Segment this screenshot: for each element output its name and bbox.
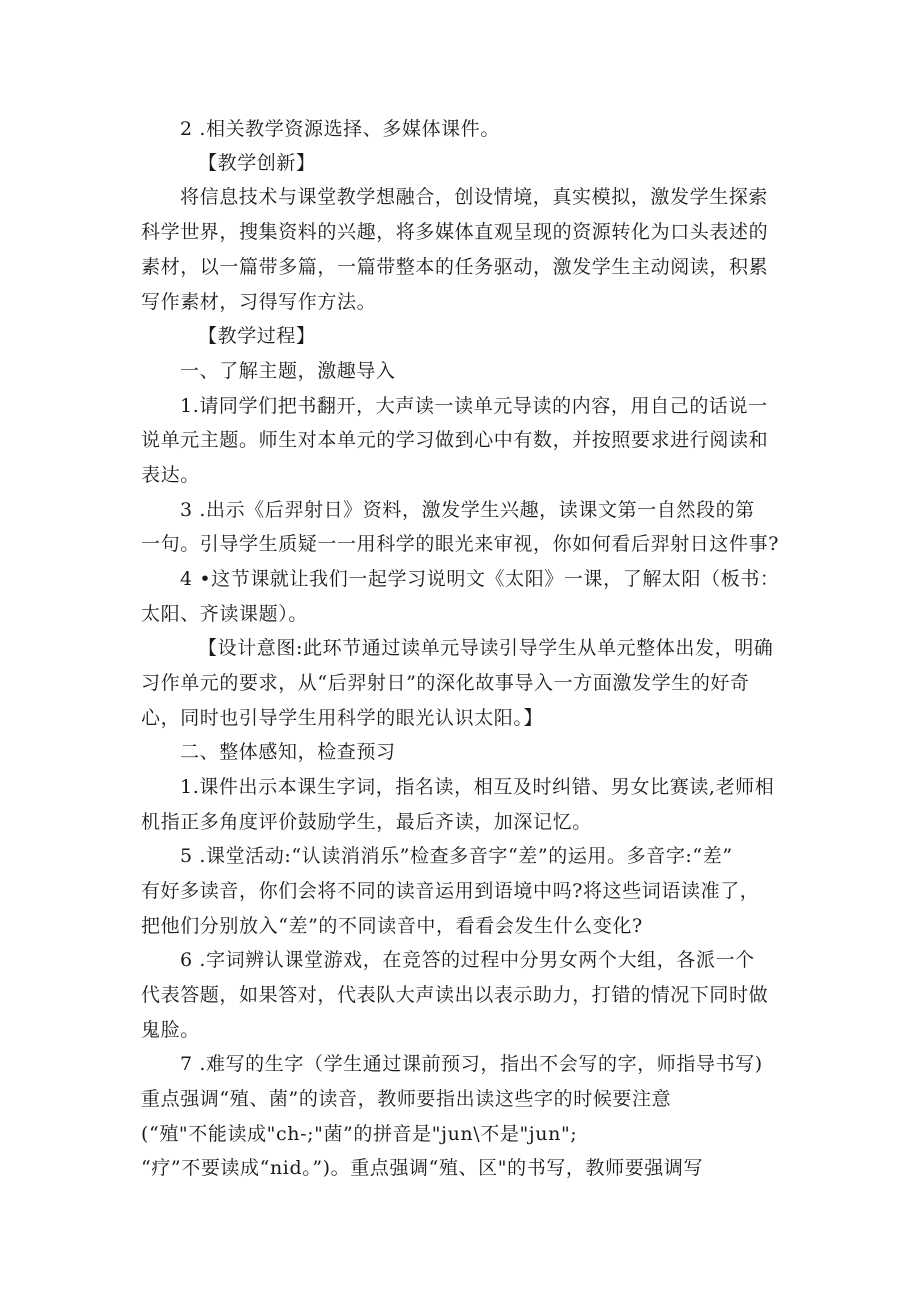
- paragraph-line: 一句。引导学生质疑一一用科学的眼光来审视，你如何看后羿射日这件事?: [141, 533, 779, 555]
- subheading-overview: 二、整体感知，检查预习: [180, 741, 396, 763]
- text-line-resources: 2 .相关教学资源选择、多媒体课件。: [180, 118, 500, 140]
- design-intent-line: 习作单元的要求，从“后羿射日”的深化故事导入一方面激发学生的好奇: [141, 672, 750, 694]
- paragraph-line: 6 .字词辨认课堂游戏，在竞答的过程中分男女两个大组，各派一个: [180, 949, 755, 971]
- paragraph-line: (“殖"不能读成"ch-;"菌”的拼音是"jun\不是"jun";: [141, 1123, 578, 1145]
- paragraph-line: 5 .课堂活动:“认读消消乐”检查多音字“差”的运用。多音字:“差”: [180, 845, 733, 867]
- paragraph-line: 重点强调“殖、菌”的读音，教师要指出读这些字的时候要注意: [141, 1088, 672, 1110]
- paragraph-line: 科学世界，搜集资料的兴趣，将多媒体直观呈现的资源转化为口头表述的: [141, 221, 769, 243]
- paragraph-line: 1.课件出示本课生字词，指名读，相互及时纠错、男女比赛读,老师相: [180, 776, 775, 798]
- paragraph-line: 说单元主题。师生对本单元的学习做到心中有数，并按照要求进行阅读和: [141, 429, 769, 451]
- section-heading-process: 【教学过程】: [198, 325, 316, 347]
- paragraph-line: 7 .难写的生字（学生通过课前预习，指出不会写的字，师指导书写): [180, 1053, 763, 1075]
- paragraph-line: 表达。: [141, 464, 200, 486]
- paragraph-line: 1.请同学们把书翻开，大声读一读单元导读的内容，用自己的话说一: [180, 395, 768, 417]
- paragraph-line: 把他们分别放入“差”的不同读音中，看看会发生什么变化?: [141, 915, 643, 937]
- paragraph-line: 鬼脸。: [141, 1019, 200, 1041]
- subheading-intro: 一、了解主题，激趣导入: [180, 360, 396, 382]
- section-heading-innovation: 【教学创新】: [198, 152, 316, 174]
- paragraph-line: 素材，以一篇带多篇，一篇带整本的任务驱动，激发学生主动阅读，积累: [141, 256, 769, 278]
- paragraph-line: 机指正多角度评价鼓励学生，最后齐读，加深记忆。: [141, 811, 592, 833]
- paragraph-line: “疗”不要读成“nid。”)。重点强调“殖、区"的书写，教师要强调写: [141, 1157, 704, 1179]
- paragraph-line: 将信息技术与课堂教学想融合，创设情境，真实模拟，激发学生探索: [180, 186, 769, 208]
- paragraph-line: 写作素材，习得写作方法。: [141, 291, 377, 313]
- design-intent-line: 【设计意图:此环节通过读单元导读引导学生从单元整体出发，明确: [198, 637, 774, 659]
- paragraph-line: 代表答题，如果答对，代表队大声读出以表示助力，打错的情况下同时做: [141, 984, 769, 1006]
- paragraph-line: 有好多读音，你们会将不同的读音运用到语境中吗?将这些词语读准了，: [141, 880, 760, 902]
- paragraph-line: 太阳、齐读课题）。: [141, 603, 308, 625]
- paragraph-line: 4 •这节课就让我们一起学习说明文《太阳》一课，了解太阳（板书：: [180, 568, 780, 590]
- paragraph-line: 3 .出示《后羿射日》资料，激发学生兴趣，读课文第一自然段的第: [180, 499, 755, 521]
- design-intent-line: 心，同时也引导学生用科学的眼光认识太阳。】: [141, 707, 544, 729]
